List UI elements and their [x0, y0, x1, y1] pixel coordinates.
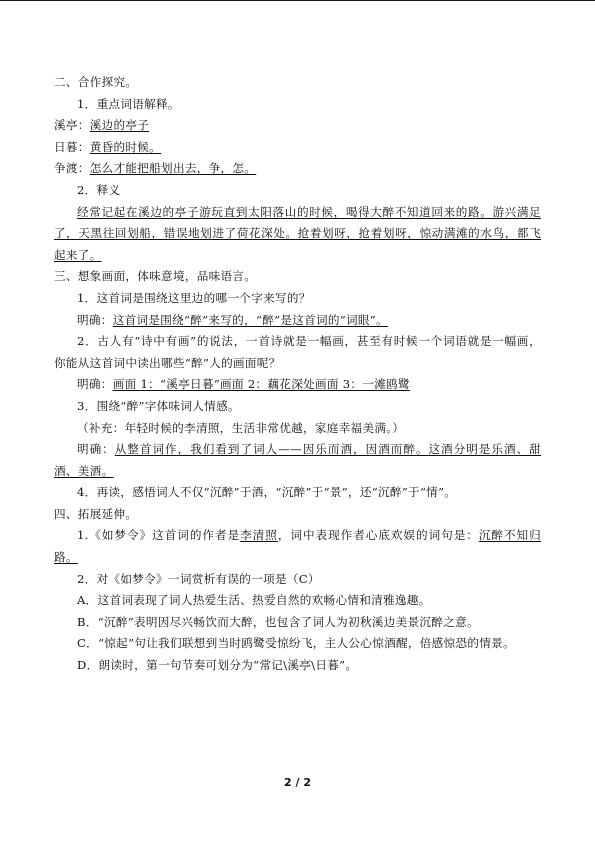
question-2-line: 你能从这首词中读出哪些“醉”人的画面呢？ — [54, 355, 281, 370]
term-definition: 怎么才能把船划出去，争，怎。 — [89, 161, 257, 176]
answer-text: 酒、美酒。 — [54, 463, 114, 478]
section3-heading: 三、想象画面，体味意境，品味语言。 — [54, 269, 257, 284]
extension-q1 — [54, 525, 541, 547]
translation-line — [54, 223, 541, 245]
author-answer: 李清照 — [240, 528, 278, 543]
term-row-rimu — [54, 137, 541, 159]
answer-text: 这首词是围绕“醉”来写的，“醉”是这首词的“词眼”。 — [112, 312, 388, 327]
item2-title: 2．释义 — [77, 182, 121, 197]
top-rule — [0, 0, 595, 1]
term-definition: 溪边的亭子 — [89, 118, 150, 133]
term-definition: 黄昏的时候。 — [89, 139, 162, 154]
question-1: 1．这首词是围绕这里边的哪一个字来写的？ — [77, 290, 311, 305]
line-answer: 沉醉不知归 — [478, 528, 541, 543]
translation-line — [54, 202, 541, 224]
term-row-zhengdu — [54, 158, 541, 180]
answer-label: 明确： — [77, 442, 115, 457]
question-4: 4．再读，感悟词人不仅“沉醉”于酒，“沉醉”于“景”，还“沉醉”于“情”。 — [77, 485, 457, 500]
section4-heading: 四、拓展延伸。 — [54, 506, 138, 521]
answer-1 — [54, 310, 541, 332]
page-number: 2 / 2 — [284, 776, 311, 789]
answer-3 — [54, 439, 541, 461]
section2-heading: 二、合作探究。 — [54, 75, 138, 89]
question-3: 3．围绕“醉”字体味词人情感。 — [77, 398, 240, 413]
translation-text: 经常记起在溪边的亭子游玩直到太阳落山的时候，喝得大醉不知道回来的路。游兴满足 — [77, 204, 541, 219]
term-label: 争渡： — [54, 161, 90, 176]
translation-text: 了，天黑往回划船，错误地划进了荷花深处。抢着划呀，抢着划呀，惊动满滩的水鸟，都飞 — [54, 226, 541, 241]
extension-q1-cont — [54, 547, 541, 569]
term-row-xiting — [54, 115, 541, 137]
question-2-line: 2．古人有“诗中有画”的说法，一首诗就是一幅画，甚至有时候一个词语就是一幅画， — [77, 334, 541, 349]
answer-text: 从整首词作，我们看到了词人——因乐而酒，因酒而醉。这酒分明是乐酒、甜 — [114, 442, 541, 457]
answer-label: 明确： — [77, 312, 113, 327]
option-b: B．“沉醉”表明因尽兴畅饮而大醉，也包含了词人为初秋溪边美景沉醉之意。 — [77, 614, 479, 629]
translation-line — [54, 245, 541, 267]
answer-2 — [54, 374, 541, 396]
q1-middle: ，词中表现作者心底欢娱的词句是： — [277, 528, 479, 543]
answer-label: 明确： — [77, 377, 113, 392]
translation-text: 起来了。 — [54, 247, 102, 262]
document-body — [54, 72, 541, 677]
option-d: D．朗读时，第一句节奏可划分为“常记\溪亭\日暮”。 — [77, 658, 358, 673]
supplement-note: （补充：年轻时候的李清照，生活非常优越，家庭幸福美满。） — [77, 420, 405, 435]
option-c: C．“惊起”句让我们联想到当时鸥鹭受惊纷飞，主人公心惊酒醒，倍感惊恐的情景。 — [77, 636, 515, 651]
answer-3-cont — [54, 461, 541, 483]
q1-prefix: 1.《如梦令》这首词的作者是 — [77, 528, 241, 543]
extension-q2: 2．对《如梦令》一词赏析有误的一项是（C） — [77, 571, 320, 586]
option-a: A．这首词表现了词人热爱生活、热爱自然的欢畅心情和清雅逸趣。 — [77, 593, 431, 608]
term-label: 日暮： — [54, 139, 90, 154]
answer-text: 画面 1：“溪亭日暮”画面 2：藕花深处画面 3：一滩鸥鹭 — [112, 377, 410, 392]
item1-title: 1．重点词语解释。 — [77, 96, 180, 111]
term-label: 溪亭： — [54, 118, 90, 133]
line-answer: 路。 — [54, 550, 78, 565]
